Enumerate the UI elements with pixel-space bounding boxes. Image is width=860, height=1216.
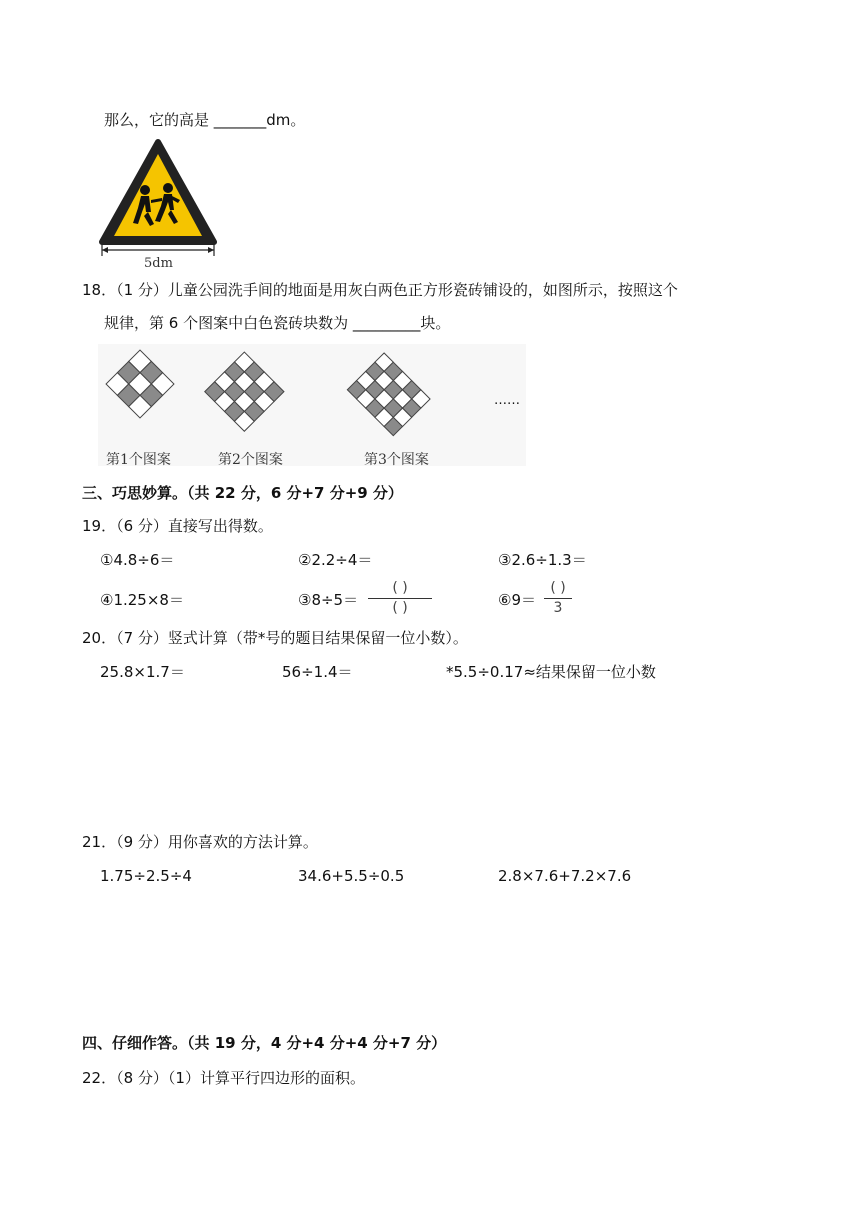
section4-title: 四、仔细作答。（共 19 分，4 分+4 分+4 分+7 分） bbox=[82, 1034, 447, 1052]
pattern-caption-1: 第1个图案 bbox=[106, 452, 171, 468]
q17-answer-line: 那么，它的高是 _______dm。 bbox=[104, 111, 306, 129]
q20-title: 20．（7 分）竖式计算（带*号的题目结果保留一位小数）。 bbox=[82, 629, 468, 647]
q22-title: 22．（8 分）（1）计算平行四边形的面积。 bbox=[82, 1069, 365, 1087]
fraction-numerator-blank: ( ) bbox=[550, 580, 566, 596]
q21-item-1: 1.75÷2.5÷4 bbox=[100, 867, 192, 885]
q20-item-3: *5.5÷0.17≈结果保留一位小数 bbox=[446, 663, 656, 681]
q19-item-5: ③8÷5＝ bbox=[298, 591, 359, 609]
fraction-bar bbox=[368, 598, 432, 599]
fraction-denominator: 3 bbox=[553, 600, 563, 616]
pattern-ellipsis: …… bbox=[494, 393, 520, 408]
q21-item-2: 34.6+5.5÷0.5 bbox=[298, 867, 405, 885]
q19-fraction-blank-1[interactable] bbox=[364, 580, 436, 618]
school-crossing-sign bbox=[98, 138, 218, 268]
pattern-caption-3: 第3个图案 bbox=[364, 452, 429, 468]
q20-item-1: 25.8×1.7＝ bbox=[100, 663, 185, 681]
q19-title: 19．（6 分）直接写出得数。 bbox=[82, 517, 273, 535]
section3-title: 三、巧思妙算。（共 22 分，6 分+7 分+9 分） bbox=[82, 484, 403, 502]
q19-item-2: ②2.2÷4＝ bbox=[298, 551, 373, 569]
q19-item-6: ⑥9＝ bbox=[498, 591, 536, 609]
q21-title: 21．（9 分）用你喜欢的方法计算。 bbox=[82, 833, 318, 851]
q18-line1: 18．（1 分）儿童公园洗手间的地面是用灰白两色正方形瓷砖铺设的，如图所示，按照这个 bbox=[82, 281, 678, 299]
q19-fraction-blank-2[interactable] bbox=[540, 580, 576, 618]
sign-dimension-label: 5dm bbox=[144, 256, 173, 271]
q20-item-2: 56÷1.4＝ bbox=[282, 663, 353, 681]
fraction-bar bbox=[544, 598, 572, 599]
q19-item-4: ④1.25×8＝ bbox=[100, 591, 184, 609]
fraction-denominator-blank: ( ) bbox=[392, 600, 408, 616]
pattern-caption-2: 第2个图案 bbox=[218, 452, 283, 468]
q21-item-3: 2.8×7.6+7.2×7.6 bbox=[498, 867, 632, 885]
q18-line2: 规律，第 6 个图案中白色瓷砖块数为 _________块。 bbox=[104, 314, 451, 332]
q19-item-3: ③2.6÷1.3＝ bbox=[498, 551, 587, 569]
fraction-numerator-blank: ( ) bbox=[392, 580, 408, 596]
q19-item-1: ①4.8÷6＝ bbox=[100, 551, 175, 569]
